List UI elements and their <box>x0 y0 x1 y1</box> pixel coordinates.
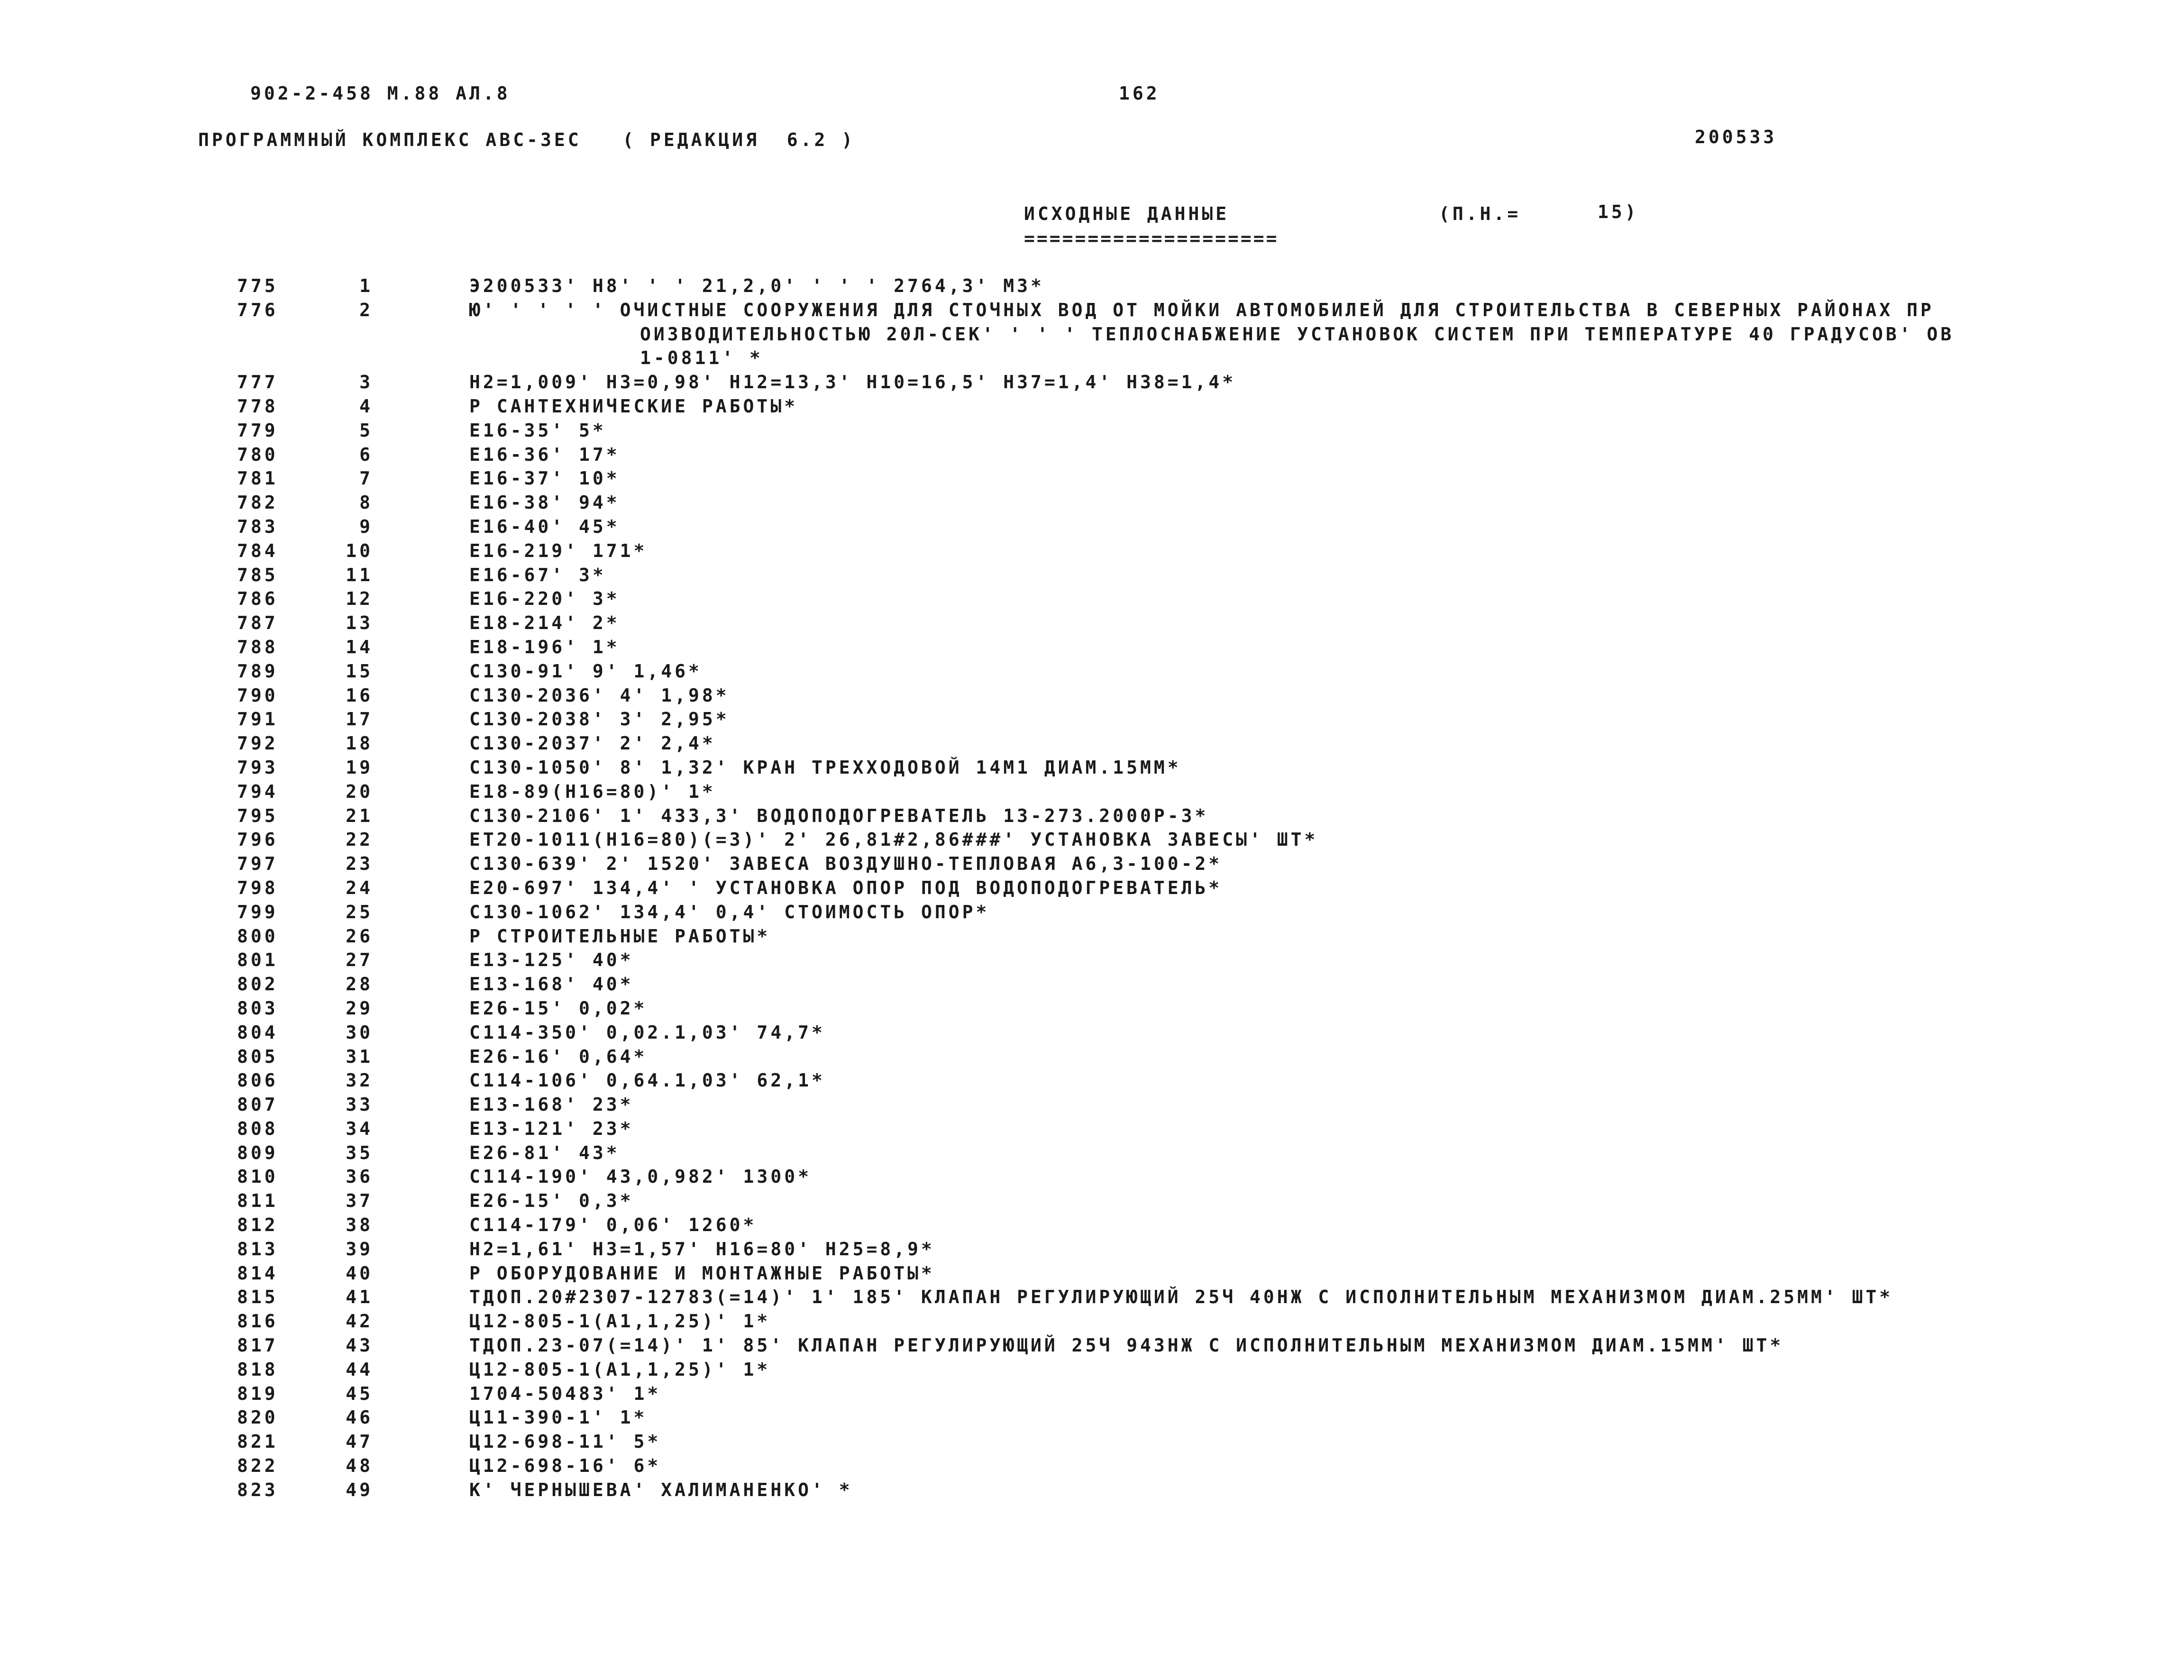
sequence-number: 9 <box>359 516 373 537</box>
record-text <box>469 298 2043 370</box>
sequence-number: 45 <box>346 1383 373 1404</box>
record-text-line: К' ЧЕРНЫШЕВА' ХАЛИМАНЕНКО' * <box>469 1479 853 1500</box>
record-text <box>469 948 2043 972</box>
listing-row <box>0 515 2184 539</box>
listing-row <box>0 563 2184 587</box>
record-text-line: С130-2106' 1' 433,3' ВОДОПОДОГРЕВАТЕЛЬ 13-273.2000Р-3* <box>469 805 1209 826</box>
line-number: 777 <box>237 372 278 393</box>
line-number: 818 <box>237 1359 278 1380</box>
listing-row <box>0 804 2184 828</box>
record-text <box>469 1021 2043 1045</box>
listing-row <box>0 707 2184 731</box>
record-text-line: Ц12-805-1(А1,1,25)' 1* <box>469 1311 771 1332</box>
sequence-number: 23 <box>346 853 373 875</box>
section-underline: ==================== <box>1024 228 1279 249</box>
sequence-number: 18 <box>346 733 373 754</box>
listing-row <box>0 780 2184 804</box>
line-number: 814 <box>237 1262 278 1284</box>
record-text-line: Е20-697' 134,4' ' УСТАНОВКА ОПОР ПОД ВОДОПОДОГРЕВАТЕЛЬ* <box>469 877 1223 898</box>
line-number: 775 <box>237 275 278 296</box>
record-text <box>469 1213 2043 1237</box>
listing-row <box>0 1478 2184 1502</box>
record-text <box>469 1093 2043 1117</box>
record-text-line: С130-2038' 3' 2,95* <box>469 709 730 730</box>
record-text <box>469 491 2043 515</box>
listing-row <box>0 1189 2184 1213</box>
line-number: 823 <box>237 1479 278 1500</box>
line-number: 798 <box>237 877 278 898</box>
record-text-line: Е18-214' 2* <box>469 612 620 634</box>
line-number: 808 <box>237 1118 278 1139</box>
line-number: 787 <box>237 612 278 634</box>
record-text-line: Е26-81' 43* <box>469 1142 620 1163</box>
sequence-number: 46 <box>346 1407 373 1428</box>
record-text-line: Е13-168' 40* <box>469 974 634 995</box>
line-number: 819 <box>237 1383 278 1404</box>
record-text <box>469 1165 2043 1189</box>
line-number: 804 <box>237 1022 278 1043</box>
sequence-number: 24 <box>346 877 373 898</box>
listing-row <box>0 1165 2184 1189</box>
listing-row <box>0 1213 2184 1237</box>
record-text-line: С130-1062' 134,4' 0,4' СТОИМОСТЬ ОПОР* <box>469 901 990 922</box>
record-text-line: ТДОП.20#2307-12783(=14)' 1' 185' КЛАПАН РЕГУЛИРУЮЩИЙ 25Ч 40НЖ С ИСПОЛНИТЕЛЬНЫМ МЕХАНИЗМОМ ДИАМ.25ММ' ШТ* <box>469 1287 1893 1308</box>
line-number: 806 <box>237 1070 278 1091</box>
sequence-number: 32 <box>346 1070 373 1091</box>
line-number: 820 <box>237 1407 278 1428</box>
record-text-line: Ц11-390-1' 1* <box>469 1407 648 1428</box>
sequence-number: 26 <box>346 925 373 947</box>
record-text-line: С114-350' 0,02.1,03' 74,7* <box>469 1022 825 1043</box>
record-text <box>469 1309 2043 1333</box>
record-text-line: Е13-121' 23* <box>469 1118 634 1139</box>
record-text <box>469 972 2043 996</box>
record-text-line: С114-179' 0,06' 1260* <box>469 1214 757 1236</box>
record-text <box>469 924 2043 949</box>
listing-row <box>0 1382 2184 1406</box>
listing-row <box>0 1454 2184 1478</box>
listing-row <box>0 828 2184 852</box>
record-text <box>469 1478 2043 1502</box>
listing-row <box>0 1093 2184 1117</box>
record-text <box>469 1285 2043 1309</box>
record-text <box>469 707 2043 731</box>
sequence-number: 43 <box>346 1335 373 1356</box>
line-number: 797 <box>237 853 278 875</box>
record-text <box>469 1430 2043 1454</box>
line-number: 807 <box>237 1094 278 1115</box>
sequence-number: 16 <box>346 685 373 706</box>
sequence-number: 40 <box>346 1262 373 1284</box>
listing-row <box>0 466 2184 491</box>
sequence-number: 30 <box>346 1022 373 1043</box>
line-number: 800 <box>237 925 278 947</box>
listing-row <box>0 491 2184 515</box>
listing-row <box>0 1021 2184 1045</box>
record-text-line: Р СТРОИТЕЛЬНЫЕ РАБОТЫ* <box>469 925 771 947</box>
record-text <box>469 852 2043 876</box>
line-number: 805 <box>237 1046 278 1067</box>
line-number: 821 <box>237 1431 278 1452</box>
listing-row <box>0 731 2184 756</box>
line-number: 786 <box>237 588 278 610</box>
record-text-line: Ц12-698-16' 6* <box>469 1455 661 1477</box>
sequence-number: 10 <box>346 540 373 561</box>
record-text <box>469 996 2043 1021</box>
line-number: 822 <box>237 1455 278 1477</box>
listing-row <box>0 876 2184 900</box>
record-text-line: С114-190' 43,0,982' 1300* <box>469 1166 812 1187</box>
sequence-number: 20 <box>346 781 373 802</box>
listing-row <box>0 274 2184 298</box>
listing-row <box>0 1333 2184 1358</box>
line-number: 817 <box>237 1335 278 1356</box>
record-text-line: Е13-168' 23* <box>469 1094 634 1115</box>
listing-row <box>0 539 2184 563</box>
record-text <box>469 900 2043 924</box>
record-text-line: Е16-219' 171* <box>469 540 648 561</box>
sequence-number: 5 <box>359 420 373 441</box>
record-text <box>469 515 2043 539</box>
listing-row <box>0 443 2184 467</box>
sequence-number: 19 <box>346 757 373 778</box>
record-text-continuation: 1-0811' * <box>640 347 763 369</box>
line-number: 795 <box>237 805 278 826</box>
sequence-number: 14 <box>346 636 373 657</box>
record-text <box>469 1068 2043 1093</box>
listing-row <box>0 900 2184 924</box>
record-text-line: Е26-15' 0,02* <box>469 997 648 1019</box>
sequence-number: 48 <box>346 1455 373 1477</box>
record-text-line: Н2=1,009' Н3=0,98' Н12=13,3' Н10=16,5' Н37=1,4' Н38=1,4* <box>469 372 1236 393</box>
listing-row <box>0 1285 2184 1309</box>
record-text-line: Е16-37' 10* <box>469 468 620 489</box>
record-text <box>469 419 2043 443</box>
sequence-number: 35 <box>346 1142 373 1163</box>
record-text <box>469 1406 2043 1430</box>
listing-row <box>0 394 2184 419</box>
listing-row <box>0 1406 2184 1430</box>
listing-row <box>0 1141 2184 1165</box>
sequence-number: 49 <box>346 1479 373 1500</box>
record-text <box>469 1117 2043 1141</box>
record-text-line: Е16-36' 17* <box>469 444 620 465</box>
line-number: 780 <box>237 444 278 465</box>
line-number: 802 <box>237 974 278 995</box>
sequence-number: 44 <box>346 1359 373 1380</box>
sequence-number: 36 <box>346 1166 373 1187</box>
listing-row <box>0 1430 2184 1454</box>
record-text <box>469 1358 2043 1382</box>
listing-row <box>0 1261 2184 1286</box>
sequence-number: 47 <box>346 1431 373 1452</box>
line-number: 816 <box>237 1311 278 1332</box>
line-number: 788 <box>237 636 278 657</box>
sequence-number: 2 <box>359 299 373 320</box>
line-number: 778 <box>237 395 278 417</box>
line-number: 796 <box>237 829 278 850</box>
record-text <box>469 1333 2043 1358</box>
listing-row <box>0 419 2184 443</box>
document-code: 902-2-458 М.88 АЛ.8 <box>250 83 511 104</box>
sequence-number: 4 <box>359 395 373 417</box>
listing-row <box>0 684 2184 708</box>
record-text-line: Ю' ' ' ' ' ОЧИСТНЫЕ СООРУЖЕНИЯ ДЛЯ СТОЧНЫХ ВОД ОТ МОЙКИ АВТОМОБИЛЕЙ ДЛЯ СТРОИТЕЛЬСТВА В СЕВЕРНЫХ РАЙОНАХ ПР <box>469 299 1934 320</box>
sequence-number: 28 <box>346 974 373 995</box>
listing-row <box>0 1237 2184 1261</box>
sequence-number: 25 <box>346 901 373 922</box>
sequence-number: 42 <box>346 1311 373 1332</box>
sequence-number: 7 <box>359 468 373 489</box>
record-text <box>469 1237 2043 1261</box>
record-text-line: Е16-40' 45* <box>469 516 620 537</box>
sequence-number: 13 <box>346 612 373 634</box>
record-text-line: Е16-67' 3* <box>469 564 606 585</box>
record-text-line: С130-2036' 4' 1,98* <box>469 685 730 706</box>
record-text <box>469 466 2043 491</box>
record-text <box>469 1454 2043 1478</box>
line-number: 813 <box>237 1238 278 1260</box>
line-number: 781 <box>237 468 278 489</box>
record-text <box>469 587 2043 611</box>
listing-row <box>0 1045 2184 1069</box>
record-text <box>469 563 2043 587</box>
record-text <box>469 274 2043 298</box>
data-listing <box>0 274 2184 1502</box>
record-text <box>469 876 2043 900</box>
sequence-number: 41 <box>346 1287 373 1308</box>
record-text <box>469 394 2043 419</box>
sequence-number: 37 <box>346 1190 373 1212</box>
record-text <box>469 443 2043 467</box>
record-text <box>469 611 2043 635</box>
record-text-line: Е18-196' 1* <box>469 636 620 657</box>
record-text <box>469 756 2043 780</box>
line-number: 790 <box>237 685 278 706</box>
line-number: 810 <box>237 1166 278 1187</box>
record-text-line: Р ОБОРУДОВАНИЕ И МОНТАЖНЫЕ РАБОТЫ* <box>469 1262 935 1284</box>
line-number: 779 <box>237 420 278 441</box>
record-text-line: ЕТ20-1011(Н16=80)(=3)' 2' 26,81#2,86###' УСТАНОВКА ЗАВЕСЫ' ШТ* <box>469 829 1318 850</box>
record-text-line: 1704-50483' 1* <box>469 1383 661 1404</box>
listing-row <box>0 852 2184 876</box>
listing-row <box>0 1068 2184 1093</box>
record-text-line: Е13-125' 40* <box>469 950 634 971</box>
listing-row <box>0 659 2184 684</box>
line-number: 812 <box>237 1214 278 1236</box>
sequence-number: 33 <box>346 1094 373 1115</box>
listing-row <box>0 948 2184 972</box>
record-text-line: С130-91' 9' 1,46* <box>469 660 702 682</box>
record-text <box>469 804 2043 828</box>
listing-row <box>0 996 2184 1021</box>
record-text-line: Ц12-698-11' 5* <box>469 1431 661 1452</box>
record-text-line: Е16-35' 5* <box>469 420 606 441</box>
document-number: 200533 <box>1695 127 1777 147</box>
line-number: 791 <box>237 709 278 730</box>
record-text <box>469 1045 2043 1069</box>
record-text-line: ТДОП.23-07(=14)' 1' 85' КЛАПАН РЕГУЛИРУЮЩИЙ 25Ч 943НЖ С ИСПОЛНИТЕЛЬНЫМ МЕХАНИЗМОМ ДИАМ.15ММ' ШТ* <box>469 1335 1784 1356</box>
listing-row <box>0 1358 2184 1382</box>
sequence-number: 11 <box>346 564 373 585</box>
program-title: ПРОГРАММНЫЙ КОМПЛЕКС АВС-3ЕС ( РЕДАКЦИЯ 6.2 ) <box>198 129 856 150</box>
line-number: 785 <box>237 564 278 585</box>
sequence-number: 27 <box>346 950 373 971</box>
record-text-line: С130-1050' 8' 1,32' КРАН ТРЕХХОДОВОЙ 14М1 ДИАМ.15ММ* <box>469 757 1181 778</box>
sequence-number: 31 <box>346 1046 373 1067</box>
line-number: 793 <box>237 757 278 778</box>
sequence-number: 12 <box>346 588 373 610</box>
record-text-line: Е16-220' 3* <box>469 588 620 610</box>
record-text <box>469 539 2043 563</box>
record-text-line: Э200533' Н8' ' ' 21,2,0' ' ' ' 2764,3' М3* <box>469 275 1044 296</box>
record-text-line: Е16-38' 94* <box>469 492 620 513</box>
pn-label: (П.Н.= <box>1439 203 1521 224</box>
record-text-line: Н2=1,61' Н3=1,57' Н16=80' Н25=8,9* <box>469 1238 935 1260</box>
record-text-line: Р САНТЕХНИЧЕСКИЕ РАБОТЫ* <box>469 395 798 417</box>
listing-row <box>0 635 2184 659</box>
line-number: 801 <box>237 950 278 971</box>
listing-row <box>0 972 2184 996</box>
line-number: 776 <box>237 299 278 320</box>
record-text-line: С114-106' 0,64.1,03' 62,1* <box>469 1070 825 1091</box>
sequence-number: 21 <box>346 805 373 826</box>
record-text <box>469 635 2043 659</box>
line-number: 784 <box>237 540 278 561</box>
sequence-number: 29 <box>346 997 373 1019</box>
record-text <box>469 684 2043 708</box>
sequence-number: 17 <box>346 709 373 730</box>
record-text-line: Ц12-805-1(А1,1,25)' 1* <box>469 1359 771 1380</box>
sequence-number: 38 <box>346 1214 373 1236</box>
listing-row <box>0 611 2184 635</box>
listing-row <box>0 370 2184 394</box>
listing-row <box>0 587 2184 611</box>
line-number: 783 <box>237 516 278 537</box>
sequence-number: 34 <box>346 1118 373 1139</box>
record-text-line: Е26-15' 0,3* <box>469 1190 634 1212</box>
line-number: 809 <box>237 1142 278 1163</box>
section-title: ИСХОДНЫЕ ДАННЫЕ <box>1024 203 1230 224</box>
line-number: 789 <box>237 660 278 682</box>
listing-row <box>0 1117 2184 1141</box>
listing-row <box>0 756 2184 780</box>
sequence-number: 8 <box>359 492 373 513</box>
record-text-line: Е18-89(Н16=80)' 1* <box>469 781 716 802</box>
pn-value: 15) <box>1598 201 1639 222</box>
record-text-line: С130-639' 2' 1520' ЗАВЕСА ВОЗДУШНО-ТЕПЛОВАЯ А6,3-100-2* <box>469 853 1223 875</box>
record-text <box>469 659 2043 684</box>
line-number: 792 <box>237 733 278 754</box>
record-text <box>469 828 2043 852</box>
record-text <box>469 731 2043 756</box>
record-text <box>469 1261 2043 1286</box>
sequence-number: 3 <box>359 372 373 393</box>
sequence-number: 15 <box>346 660 373 682</box>
line-number: 799 <box>237 901 278 922</box>
record-text-line: С130-2037' 2' 2,4* <box>469 733 716 754</box>
listing-row <box>0 298 2184 370</box>
sequence-number: 39 <box>346 1238 373 1260</box>
line-number: 803 <box>237 997 278 1019</box>
line-number: 794 <box>237 781 278 802</box>
record-text <box>469 370 2043 394</box>
record-text <box>469 780 2043 804</box>
line-number: 815 <box>237 1287 278 1308</box>
sequence-number: 6 <box>359 444 373 465</box>
sequence-number: 1 <box>359 275 373 296</box>
record-text <box>469 1189 2043 1213</box>
listing-row <box>0 1309 2184 1333</box>
record-text-continuation: ОИЗВОДИТЕЛЬНОСТЬЮ 20Л-СЕК' ' ' ' ТЕПЛОСНАБЖЕНИЕ УСТАНОВОК СИСТЕМ ПРИ ТЕМПЕРАТУРЕ 40 ГРАДУСОВ' ОВ <box>640 323 1955 345</box>
record-text-line: Е26-16' 0,64* <box>469 1046 648 1067</box>
line-number: 782 <box>237 492 278 513</box>
sequence-number: 22 <box>346 829 373 850</box>
page-number: 162 <box>1119 83 1160 104</box>
listing-row <box>0 924 2184 949</box>
record-text <box>469 1382 2043 1406</box>
record-text <box>469 1141 2043 1165</box>
line-number: 811 <box>237 1190 278 1212</box>
